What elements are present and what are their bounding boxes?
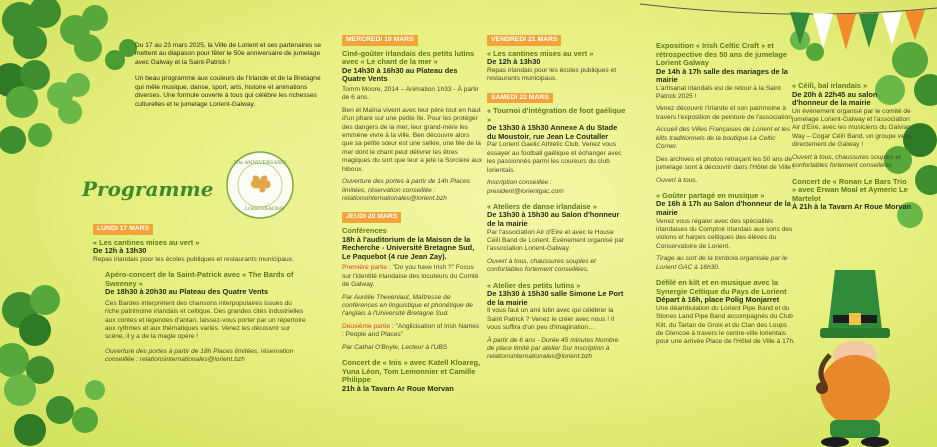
column-lundi [93, 222, 308, 372]
event-desc: Repas irlandais pour les écoles publiques et restaurants municipaux. [487, 66, 617, 83]
event-title: Ciné-goûter irlandais des petits lutins avec « Le chant de la mer » [342, 48, 475, 67]
event-info: Ouverture des portes à partir de 14h Places limitées, réservation conseillée : relationsinternationales@lorient.bzh [342, 178, 470, 202]
event-gouter-musique [656, 192, 796, 272]
part-1-text: : "Do you have Irish ?" Focus sur l'identité irlandaise des locuteurs du Comté de Galway. [342, 264, 479, 289]
conference-part-1 [342, 264, 482, 289]
event-time: De 13h30 à 15h30 salle Simone Le Port de la mairie [487, 289, 624, 307]
event-desc: Par l'association Air d'Eire et avec le House Céilí Band de Lorient. Evènement organisé par l'association Lorient-Galway. [487, 228, 625, 253]
event-time: 21h à la Tavarn Ar Roue Morvan [342, 383, 454, 393]
column-samedi-suite [656, 42, 796, 354]
intro-paragraph-1: Du 17 au 23 mars 2025, la Ville de Lorient et ses partenaires se mettent au diapason pour fêter le 50e anniversaire de jumelage avec Galway et la Saint-Patrick ! [135, 42, 322, 66]
event-ronan-le-bars [792, 178, 912, 212]
logo-galway: GALWAY [265, 207, 285, 212]
event-time: 18h à l'auditorium de la Maison de la Recherche - Université Bretagne Sud, Le Paquebot (4 rue Jean Zay). [342, 234, 475, 261]
event-title: « Atelier des petits lutins » [487, 280, 581, 290]
event-info: Tirage au sort de la tombola organisée par le Lorient GAC à 16h30. [656, 255, 788, 271]
part-2-label: Deuxième partie [342, 322, 391, 330]
event-time: De 14h30 à 16h30 au Plateau des Quatre Vents [342, 65, 458, 84]
event-desc: Ces Bardes interprètent des chansons interpopulaires issues du riche patrimoine irlandais et celtique. Des grandes cités industrielles aux contes et légendes d'antan, laissez-vous porter par un répertoire aux rythmes et aux thématiques variés. Venez les découvrir sur scène, il y a de la magie opère ! [105, 299, 306, 341]
day-label-jeudi: JEUDI 20 MARS [342, 212, 401, 223]
event-desc: L'artisanat irlandais est de retour à la Saint Patrick 2025 ! [656, 84, 781, 101]
event-time: De 12h à 13h30 [487, 57, 541, 67]
event-petits-lutins [487, 282, 627, 362]
part-1-speaker: Par Aurélie Theveniaut, Maîtresse de conférences en linguistique et phonétique de l'anglais à l'Université Bretagne Sud. [342, 293, 473, 318]
event-foot-gaelique [487, 107, 627, 196]
event-apero-concert [93, 271, 308, 365]
event-time: Départ à 16h, place Polig Monjarret [656, 295, 780, 305]
event-desc: Repas irlandais pour les écoles publiques et restaurants municipaux. [93, 255, 294, 263]
day-label-samedi: SAMEDI 22 MARS [487, 93, 553, 104]
logo-ring-text: 50e ANNIVERSAIRE [233, 160, 287, 166]
event-desc: Il vous faut un ami lutin avec qui célébrer la Saint Patrick ? Venez le créer avec nous ! Il vous suffira d'un peu d'imagination… [487, 307, 615, 332]
column-intro [135, 42, 330, 113]
event-info: Ouvert à tous. [656, 176, 698, 184]
event-info: Ouvert à tous, chaussures souples et confortables fortement conseillées. [487, 257, 596, 274]
event-desc: Ben et Maïna vivent avec leur père tout en haut d'un phare sur une petite île. Pour les protéger des dangers de la mer, leur grand-mère les emmène vivre à la ville. Ben découvre alors que sa petite sœur est une selkie, une fée de la mer dont le chant peut délivrer les êtres magiques du sort que leur a jeté la Sorcière aux hiboux. [342, 106, 483, 173]
event-time: De 12h à 13h30 [93, 246, 147, 256]
event-title: Exposition « Irish Celtic Craft » et rétrospective des 50 ans de jumelage Lorient Galway [656, 41, 788, 68]
anniversary-logo [225, 150, 295, 220]
day-label-vendredi: VENDREDI 21 MARS [487, 35, 561, 46]
event-exposition [656, 42, 796, 185]
event-title: Apéro-concert de la Saint-Patrick avec « The Bards of Sweeney » [105, 270, 294, 288]
event-cine-gouter [342, 50, 482, 204]
day-label-lundi: LUNDI 17 MARS [93, 224, 153, 235]
programme-title: Programme [82, 177, 214, 201]
day-label-mercredi: MERCREDI 19 MARS [342, 35, 418, 46]
event-desc-3: Accueil des Villes Françaises de Lorient et les kilts traditionnels de la boutique Le Celtic Corner. [656, 126, 791, 151]
column-vendredi-samedi [487, 33, 627, 369]
event-title: « Les cantines mises au vert » [487, 48, 594, 58]
logo-lorient: LORIENT [245, 207, 268, 212]
event-title: Concert de « Ronan Le Bars Trio » avec Erwan Moal et Aymeric Le Martelot [792, 176, 908, 203]
event-time: À 21h à la Tavarn Ar Roue Morvan [792, 202, 912, 212]
event-title: « Les cantines mises au vert » [93, 237, 200, 247]
event-info: Inscription conseillée : president@lorientgac.com [487, 179, 564, 195]
event-time: De 20h à 22h45 au salon d'honneur de la mairie [792, 89, 878, 108]
event-defile-kilt [656, 279, 796, 347]
event-desc-4: Des archives et photos retraçant les 50 ans de jumelage sont à découvrir dans l'Hôtel de Ville ! [656, 155, 795, 172]
column-samedi-soir [792, 82, 912, 219]
event-title: « Goûter partagé en musique » [656, 190, 765, 200]
event-time: De 18h30 à 20h30 au Plateau des Quatre Vents [105, 287, 269, 297]
event-title: Conférences [342, 226, 387, 236]
event-info: À partir de 6 ans - Durée 45 minutes Nombre de place limité par atelier Sur inscription à relationsinternationales@lorient.bzh [487, 336, 619, 361]
conference-part-2 [342, 323, 482, 340]
event-conferences [342, 227, 482, 352]
event-cantines-lundi [93, 239, 308, 264]
event-concert-inis [342, 359, 482, 393]
event-title: « Tournoi d'intégration de foot gaélique » [487, 106, 626, 124]
event-time: De 13h30 à 15h30 Annexe A du Stade du Moustoir, rue Jean Le Coutaller [487, 123, 618, 141]
event-title: Concert de « Inis » avec Katell Kloareg, Yuna Léon, Tom Lemonnier et Camille Philippe [342, 358, 481, 385]
event-info: Ouverture des portes à partir de 18h Places limitées, réservation conseillée : relationsinternationales@lorient.bzh [105, 347, 294, 364]
shamrock-leaves-top-left [0, 0, 140, 160]
event-desc: Venez vous régaler avec des spécialités irlandaises du Comptoir irlandais aux sons des violons et harpes celtiques des élèves du Conservatoire de Lorient. [656, 217, 793, 250]
event-time: De 14h à 17h salle des mariages de la mairie [656, 66, 788, 85]
event-cantines-vendredi [487, 50, 627, 84]
event-credit: Tomm Moore, 2014 – Animation 1h33 - À partir de 6 ans. [342, 85, 479, 102]
event-desc-2: Venez découvrir l'Irlande et son patrimoine à travers l'exposition de peinture de l'association [656, 105, 792, 121]
part-2-speaker: Par Cathal O'Boyle, Lecteur à l'UBS [342, 343, 448, 351]
event-desc: Une déambulation du Lorient Pipe Band et du Stones Land Pipe Band accompagnés du Club Kilt, du Tartan de Groix et du Clan des Loups de Glencoe à travers le centre-ville lorientais pour une arrivée Place de l'Hôtel de Ville à 17h. [656, 304, 795, 346]
leprechaun-illustration [800, 260, 910, 447]
event-info: Ouvert à tous, chaussures souples et confortables fortement conseillées [792, 153, 901, 170]
event-title: « Céili, bal irlandais » [792, 81, 868, 90]
part-2-text: : "Anglicisation of Irish Names : People and Places" [342, 322, 480, 339]
event-time: De 13h30 à 15h30 au Salon d'honneur de la mairie [487, 210, 620, 228]
event-ceili [792, 82, 912, 171]
event-danse-irlandaise [487, 203, 627, 275]
event-title: Défilé en kilt et en musique avec la Synergie Celtique du Pays de Lorient [656, 278, 787, 296]
column-mercredi-jeudi [342, 33, 482, 400]
event-time: De 16h à 17h au Salon d'honneur de la mairie [656, 199, 791, 217]
event-desc: Un évènement organisé par le comité de jumelage Lorient-Galway et l'association Air d'Eire, avec les musiciens du Galvian Way – Cogar Céilí Band, un groupe venu directement de Galway ! [792, 107, 912, 149]
event-title: « Ateliers de danse irlandaise » [487, 201, 597, 211]
part-1-label: Première partie [342, 264, 388, 272]
intro-paragraph-2: Un beau programme aux couleurs de l'Irlande et de la Bretagne qui mêle musique, danse, sport, arts, histoire et animations diverses. Une formule ouverte à tous qui célèbre les richesses culturelles et le jumelage Lorient-Galway. [135, 75, 321, 108]
event-desc: Par Lorient Gaelic Athletic Club. Venez vous essayer au football gaélique et échanger avec les passionnés parmi les coureurs du club lorientais. [487, 141, 622, 174]
